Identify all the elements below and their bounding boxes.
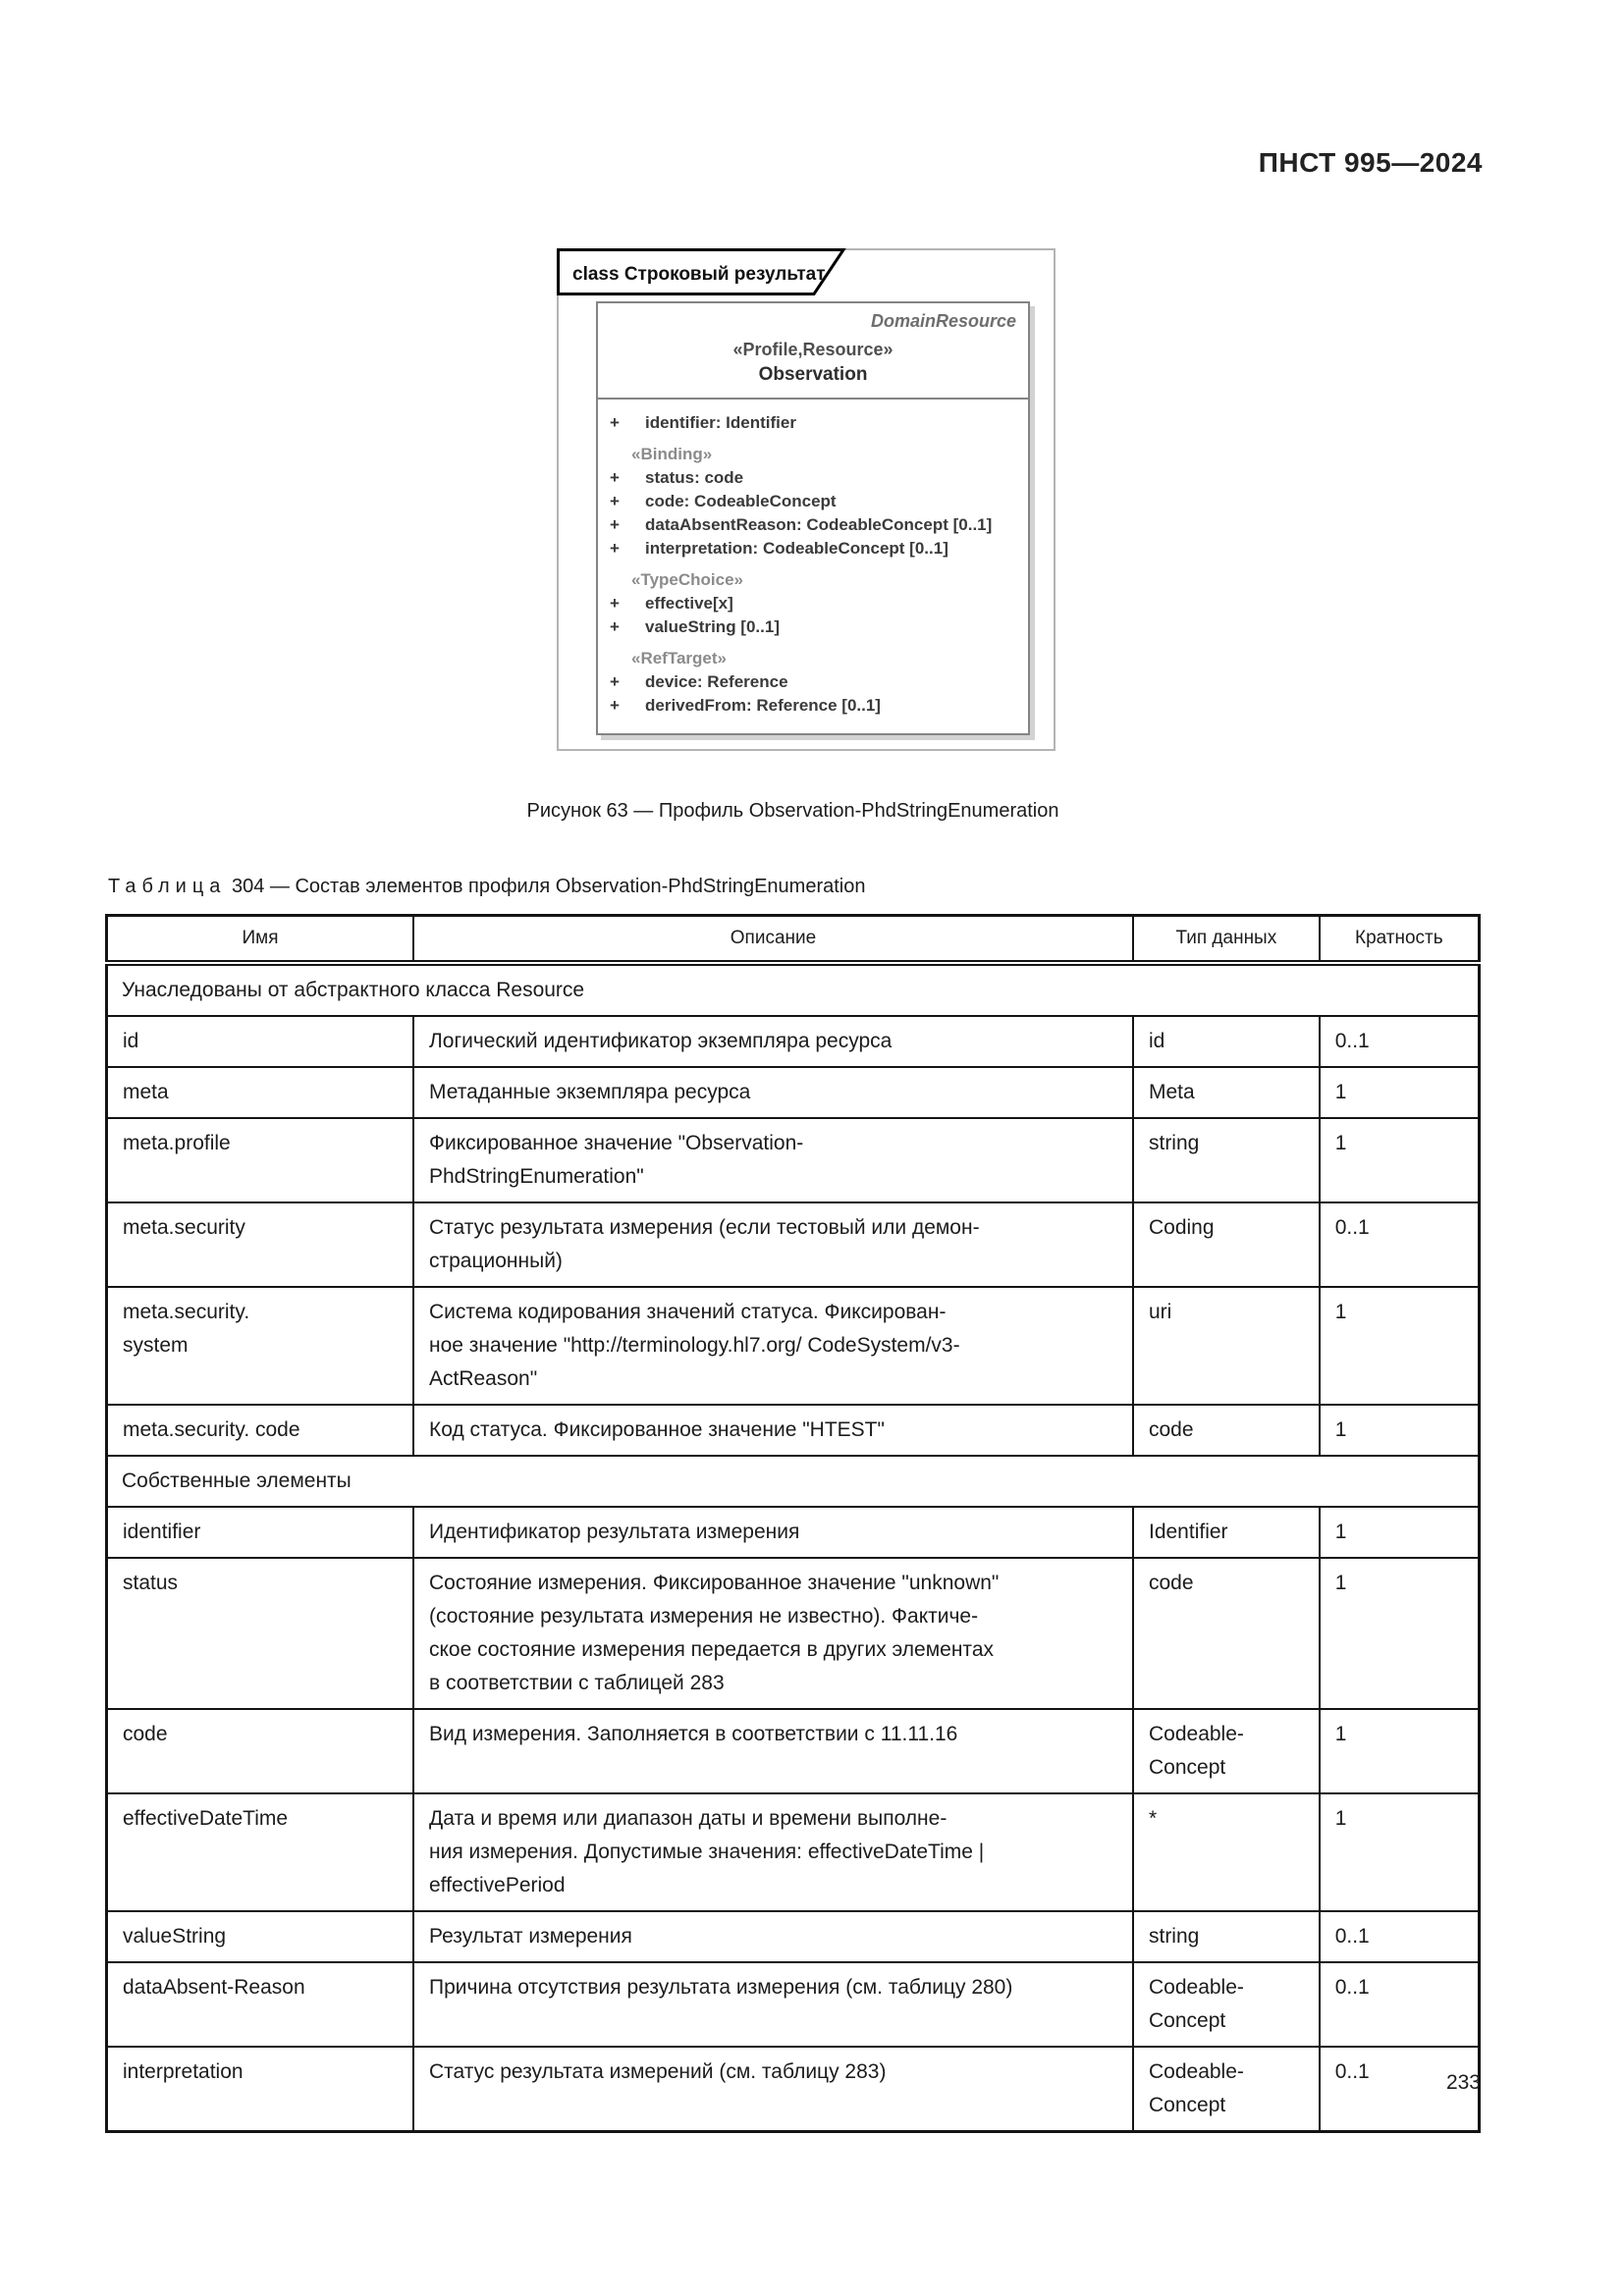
page-number: 233 — [1445, 2071, 1481, 2094]
table-title-rest: — Состав элементов профиля Observation-PhdStringEnumeration — [269, 876, 866, 897]
cell-description: Вид измерения. Заполняется в соответствии с 11.11.16 — [413, 1709, 1133, 1793]
cell-name: meta.profile — [107, 1118, 414, 1202]
cell-description: Дата и время или диапазон даты и времени выполне- ния измерения. Допустимые значения: effectiveDateTime | effectivePeriod — [413, 1793, 1133, 1911]
table-title-word: Таблица — [108, 876, 227, 897]
cell-description: Метаданные экземпляра ресурса — [413, 1067, 1133, 1118]
cell-datatype: Coding — [1133, 1202, 1320, 1287]
cell-datatype: id — [1133, 1016, 1320, 1067]
table-row — [107, 1962, 1480, 2047]
uml-visibility-plus-sign: + — [610, 468, 620, 487]
cell-name: effectiveDateTime — [107, 1793, 414, 1911]
uml-attribute-text: code: CodeableConcept — [645, 492, 837, 510]
table-body — [107, 963, 1480, 2132]
uml-stereotype-group — [610, 568, 1020, 592]
cell-name: meta — [107, 1067, 414, 1118]
cell-name: interpretation — [107, 2047, 414, 2132]
column-header-cardinality: Кратность — [1320, 916, 1480, 964]
cell-datatype: string — [1133, 1118, 1320, 1202]
table-row — [107, 1202, 1480, 1287]
cell-cardinality: 1 — [1320, 1558, 1480, 1709]
cell-name: valueString — [107, 1911, 414, 1962]
table-row — [107, 1405, 1480, 1456]
cell-description: Система кодирования значений статуса. Фиксирован- ное значение "http://terminology.hl7.org/ CodeSystem/v3- ActReason" — [413, 1287, 1133, 1405]
uml-visibility-plus-sign: + — [610, 539, 620, 558]
cell-cardinality: 1 — [1320, 1067, 1480, 1118]
uml-attribute — [610, 411, 1020, 435]
cell-cardinality: 1 — [1320, 1709, 1480, 1793]
uml-attribute-text: status: code — [645, 468, 744, 487]
cell-cardinality: 0..1 — [1320, 1202, 1480, 1287]
document-code-header: ПНСТ 995—2024 — [1258, 147, 1483, 178]
uml-visibility-plus-sign: + — [610, 672, 620, 691]
uml-visibility-plus-sign: + — [610, 515, 620, 534]
uml-attribute-text: effective[x] — [645, 594, 733, 613]
uml-attribute — [610, 537, 1020, 561]
cell-section-label: Собственные элементы — [107, 1456, 1480, 1507]
uml-visibility-plus-sign: + — [610, 696, 620, 715]
table-row — [107, 1118, 1480, 1202]
column-header-name: Имя — [107, 916, 414, 964]
cell-datatype: * — [1133, 1793, 1320, 1911]
cell-description: Статус результата измерений (см. таблицу 283) — [413, 2047, 1133, 2132]
uml-attribute — [610, 615, 1020, 639]
cell-datatype: code — [1133, 1405, 1320, 1456]
figure-caption: Рисунок 63 — Профиль Observation-PhdStringEnumeration — [526, 800, 1059, 822]
cell-cardinality: 1 — [1320, 1118, 1480, 1202]
uml-visibility-plus-sign: + — [610, 492, 620, 510]
cell-cardinality: 1 — [1320, 1793, 1480, 1911]
uml-attribute-text: interpretation: CodeableConcept [0..1] — [645, 539, 948, 558]
uml-attribute — [610, 513, 1020, 537]
cell-name: status — [107, 1558, 414, 1709]
uml-attribute — [610, 592, 1020, 615]
uml-diagram-frame — [557, 248, 1056, 751]
uml-attribute-text: identifier: Identifier — [645, 413, 796, 432]
uml-attribute — [610, 466, 1020, 490]
cell-section-label: Унаследованы от абстрактного класса Resource — [107, 963, 1480, 1016]
cell-description: Логический идентификатор экземпляра ресурса — [413, 1016, 1133, 1067]
uml-superclass-label: DomainResource — [870, 311, 1016, 331]
cell-description: Статус результата измерения (если тестовый или демон- страционный) — [413, 1202, 1133, 1287]
cell-cardinality: 0..1 — [1320, 1911, 1480, 1962]
uml-frame-tab-label: class Строковый результат — [572, 264, 826, 285]
cell-cardinality: 0..1 — [1320, 1016, 1480, 1067]
table-header-row — [107, 916, 1480, 964]
cell-name: meta.security. system — [107, 1287, 414, 1405]
uml-stereotype-group — [610, 443, 1020, 466]
uml-frame-tab — [557, 248, 851, 297]
uml-attribute-text: dataAbsentReason: CodeableConcept [0..1] — [645, 515, 993, 534]
table-row — [107, 1287, 1480, 1405]
cell-datatype: uri — [1133, 1287, 1320, 1405]
cell-cardinality: 1 — [1320, 1405, 1480, 1456]
cell-name: id — [107, 1016, 414, 1067]
uml-stereotype-group-label: «Binding» — [631, 445, 713, 463]
cell-description: Фиксированное значение "Observation- PhdStringEnumeration" — [413, 1118, 1133, 1202]
cell-datatype: Meta — [1133, 1067, 1320, 1118]
uml-class-name: Observation — [758, 364, 868, 385]
column-header-datatype: Тип данных — [1133, 916, 1320, 964]
cell-datatype: Codeable- Concept — [1133, 1962, 1320, 2047]
cell-datatype: code — [1133, 1558, 1320, 1709]
table-row — [107, 1911, 1480, 1962]
cell-cardinality: 0..1 — [1320, 2047, 1480, 2132]
elements-table — [105, 914, 1481, 2133]
cell-description: Состояние измерения. Фиксированное значение "unknown" (состояние результата измерения не известно). Фактиче- ское состояние измерения передается в других элементах в соответствии с таблицей 283 — [413, 1558, 1133, 1709]
uml-attribute-text: derivedFrom: Reference [0..1] — [645, 696, 881, 715]
table-title-number: 304 — [231, 876, 265, 897]
uml-attribute — [610, 670, 1020, 694]
cell-description: Результат измерения — [413, 1911, 1133, 1962]
uml-stereotype-label: «Profile,Resource» — [732, 340, 893, 359]
uml-attribute-text: device: Reference — [645, 672, 788, 691]
table-row — [107, 1016, 1480, 1067]
table-title — [108, 876, 865, 898]
uml-attribute — [610, 694, 1020, 718]
table-header — [107, 916, 1480, 964]
uml-visibility-plus-sign: + — [610, 413, 620, 432]
cell-datatype: string — [1133, 1911, 1320, 1962]
uml-stereotype-group — [610, 647, 1020, 670]
cell-datatype: Codeable- Concept — [1133, 2047, 1320, 2132]
cell-datatype: Identifier — [1133, 1507, 1320, 1558]
cell-name: code — [107, 1709, 414, 1793]
column-header-description: Описание — [413, 916, 1133, 964]
table-row — [107, 1507, 1480, 1558]
cell-description: Код статуса. Фиксированное значение "HTEST" — [413, 1405, 1133, 1456]
uml-attribute — [610, 490, 1020, 513]
table-row — [107, 1709, 1480, 1793]
cell-cardinality: 1 — [1320, 1287, 1480, 1405]
table-section-row — [107, 963, 1480, 1016]
cell-cardinality: 1 — [1320, 1507, 1480, 1558]
uml-attribute-text: valueString [0..1] — [645, 617, 780, 636]
uml-class-box — [596, 301, 1030, 735]
cell-description: Причина отсутствия результата измерения (см. таблицу 280) — [413, 1962, 1133, 2047]
uml-stereotype-group-label: «RefTarget» — [631, 649, 727, 667]
uml-stereotype-group-label: «TypeChoice» — [631, 570, 744, 589]
cell-name: identifier — [107, 1507, 414, 1558]
uml-attributes-compartment — [598, 398, 1028, 733]
uml-class-header-compartment — [598, 303, 1028, 398]
table-row — [107, 1067, 1480, 1118]
uml-visibility-plus-sign: + — [610, 594, 620, 613]
cell-name: dataAbsent-Reason — [107, 1962, 414, 2047]
cell-description: Идентификатор результата измерения — [413, 1507, 1133, 1558]
table-row — [107, 1558, 1480, 1709]
uml-visibility-plus-sign: + — [610, 617, 620, 636]
cell-name: meta.security. code — [107, 1405, 414, 1456]
cell-name: meta.security — [107, 1202, 414, 1287]
table-row — [107, 1793, 1480, 1911]
cell-cardinality: 0..1 — [1320, 1962, 1480, 2047]
cell-datatype: Codeable- Concept — [1133, 1709, 1320, 1793]
table-section-row — [107, 1456, 1480, 1507]
